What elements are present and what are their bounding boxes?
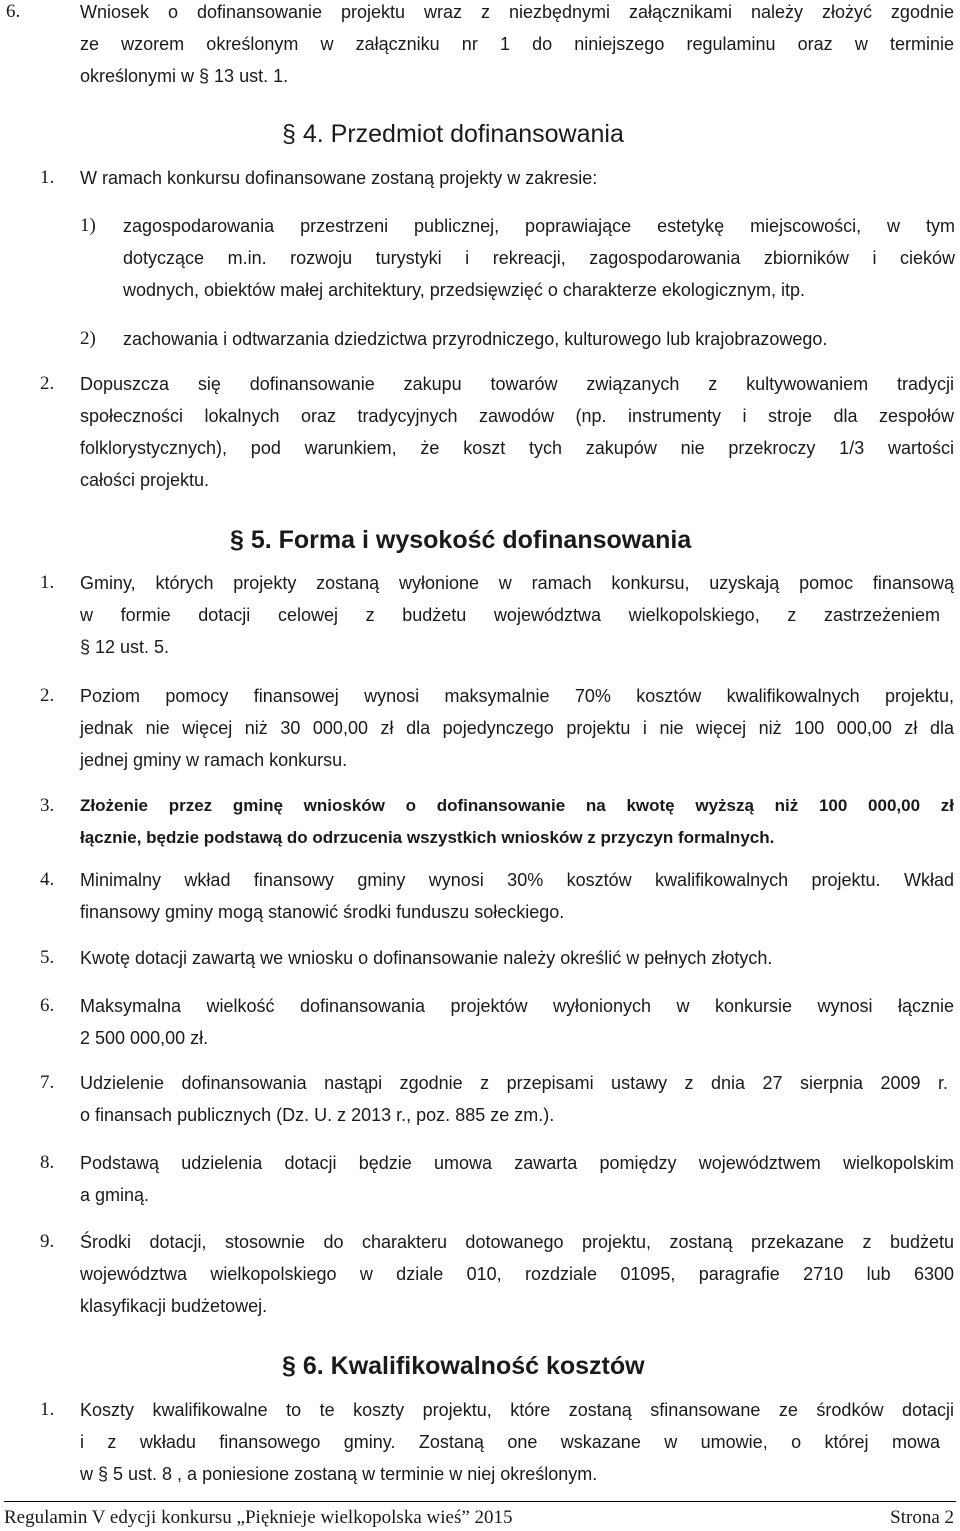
text-line: Podstawą udzielenia dotacji będzie umowa zawarta pomiędzy województwem wielkopolskim — [80, 1153, 954, 1173]
text-line: § 12 ust. 5. — [80, 637, 170, 657]
text-line: dotyczące m.in. rozwoju turystyki i rekreacji, zagospodarowania zbiorników i cieków — [123, 248, 955, 268]
text-line: Wniosek o dofinansowanie projektu wraz z niezbędnymi załącznikami należy złożyć zgodnie — [80, 2, 954, 22]
text-line: a gminą. — [80, 1185, 150, 1205]
text-line: Udzielenie dofinansowania nastąpi zgodnie z przepisami ustawy z dnia 27 sierpnia 2009 r. — [80, 1073, 948, 1093]
text-line: zagospodarowania przestrzeni publicznej, poprawiające estetykę miejscowości, w tym — [123, 216, 955, 236]
list-number: 9. — [40, 1231, 55, 1252]
list-number: 1. — [40, 1399, 55, 1420]
text-line: zachowania i odtwarzania dziedzictwa przyrodniczego, kulturowego lub krajobrazowego. — [123, 329, 828, 349]
text-line: o finansach publicznych (Dz. U. z 2013 r., poz. 885 ze zm.). — [80, 1105, 555, 1125]
footer-document-title: Regulamin V edycji konkursu „Pięknieje wielkopolska wieś” 2015 — [4, 1507, 513, 1528]
text-line: w § 5 ust. 8 , a poniesione zostaną w terminie w niej określonym. — [80, 1464, 598, 1484]
list-number: 8. — [40, 1152, 55, 1173]
text-line: jednak nie więcej niż 30 000,00 zł dla pojedynczego projektu i nie więcej niż 100 000,00 zł dla — [80, 718, 954, 738]
list-number: 2. — [40, 373, 55, 394]
list-number: 5. — [40, 947, 55, 968]
list-number: 1. — [40, 572, 55, 593]
footer-divider — [4, 1501, 956, 1502]
paragraph — [123, 210, 955, 306]
paragraph — [80, 1394, 954, 1490]
text-line: w formie dotacji celowej z budżetu województwa wielkopolskiego, z zastrzeżeniem — [80, 605, 940, 625]
paragraph — [80, 368, 954, 496]
text-line: wodnych, obiektów małej architektury, przedsięwzięć o charakterze ekologicznym, itp. — [123, 280, 805, 300]
section-heading: § 4. Przedmiot dofinansowania — [282, 120, 624, 148]
text-line: Kwotę dotacji zawartą we wniosku o dofinansowanie należy określić w pełnych złotych. — [80, 948, 773, 968]
text-line: województwa wielkopolskiego w dziale 010, rozdziale 01095, paragrafie 2710 lub 6300 — [80, 1264, 954, 1284]
text-line: 2 500 000,00 zł. — [80, 1028, 209, 1048]
list-number: 4. — [40, 869, 55, 890]
text-line: Złożenie przez gminę wniosków o dofinansowanie na kwotę wyższą niż 100 000,00 zł — [80, 796, 954, 815]
paragraph — [80, 1147, 954, 1211]
paragraph — [80, 567, 954, 663]
text-line: W ramach konkursu dofinansowane zostaną projekty w zakresie: — [80, 168, 598, 188]
section-heading: § 6. Kwalifikowalność kosztów — [282, 1352, 645, 1380]
text-line: Maksymalna wielkość dofinansowania projektów wyłonionych w konkursie wynosi łącznie — [80, 996, 954, 1016]
text-line: określonymi w § 13 ust. 1. — [80, 66, 289, 86]
paragraph — [80, 990, 954, 1054]
emphasis-paragraph — [80, 790, 954, 854]
paragraph — [80, 1067, 954, 1131]
list-number: 6. — [6, 1, 21, 22]
paragraph — [80, 162, 954, 194]
list-number: 3. — [40, 795, 55, 816]
text-line: całości projektu. — [80, 470, 210, 490]
paragraph — [80, 942, 954, 974]
paragraph — [80, 864, 954, 928]
text-line: finansowy gminy mogą stanowić środki funduszu sołeckiego. — [80, 902, 565, 922]
text-line: Środki dotacji, stosownie do charakteru dotowanego projektu, zostaną przekazane z budżetu — [80, 1232, 954, 1252]
list-number: 1. — [40, 167, 55, 188]
section-heading: § 5. Forma i wysokość dofinansowania — [230, 526, 692, 554]
page-number: Strona 2 — [890, 1507, 954, 1528]
text-line: klasyfikacji budżetowej. — [80, 1296, 268, 1316]
text-line: jednej gminy w ramach konkursu. — [80, 750, 348, 770]
text-line: Poziom pomocy finansowej wynosi maksymalnie 70% kosztów kwalifikowalnych projektu, — [80, 686, 954, 706]
text-line: ze wzorem określonym w załączniku nr 1 do niniejszego regulaminu oraz w terminie — [80, 34, 954, 54]
text-line: Koszty kwalifikowalne to te koszty projektu, które zostaną sfinansowane ze środków dotacji — [80, 1400, 954, 1420]
list-number: 1) — [80, 215, 96, 236]
list-number: 2) — [80, 328, 96, 349]
text-line: Gminy, których projekty zostaną wyłonione w ramach konkursu, uzyskają pomoc finansową — [80, 573, 954, 593]
list-number: 6. — [40, 995, 55, 1016]
text-line: społeczności lokalnych oraz tradycyjnych zawodów (np. instrumenty i stroje dla zespołów — [80, 406, 954, 426]
text-line: folklorystycznych), pod warunkiem, że koszt tych zakupów nie przekroczy 1/3 wartości — [80, 438, 954, 458]
text-line: łącznie, będzie podstawą do odrzucenia wszystkich wniosków z przyczyn formalnych. — [80, 828, 775, 847]
paragraph — [123, 323, 955, 355]
paragraph — [80, 0, 954, 92]
paragraph — [80, 680, 954, 776]
paragraph — [80, 1226, 954, 1322]
list-number: 7. — [40, 1072, 55, 1093]
text-line: Minimalny wkład finansowy gminy wynosi 30% kosztów kwalifikowalnych projektu. Wkład — [80, 870, 954, 890]
list-number: 2. — [40, 685, 55, 706]
text-line: i z wkładu finansowego gminy. Zostaną one wskazane w umowie, o której mowa — [80, 1432, 940, 1452]
text-line: Dopuszcza się dofinansowanie zakupu towarów związanych z kultywowaniem tradycji — [80, 374, 954, 394]
